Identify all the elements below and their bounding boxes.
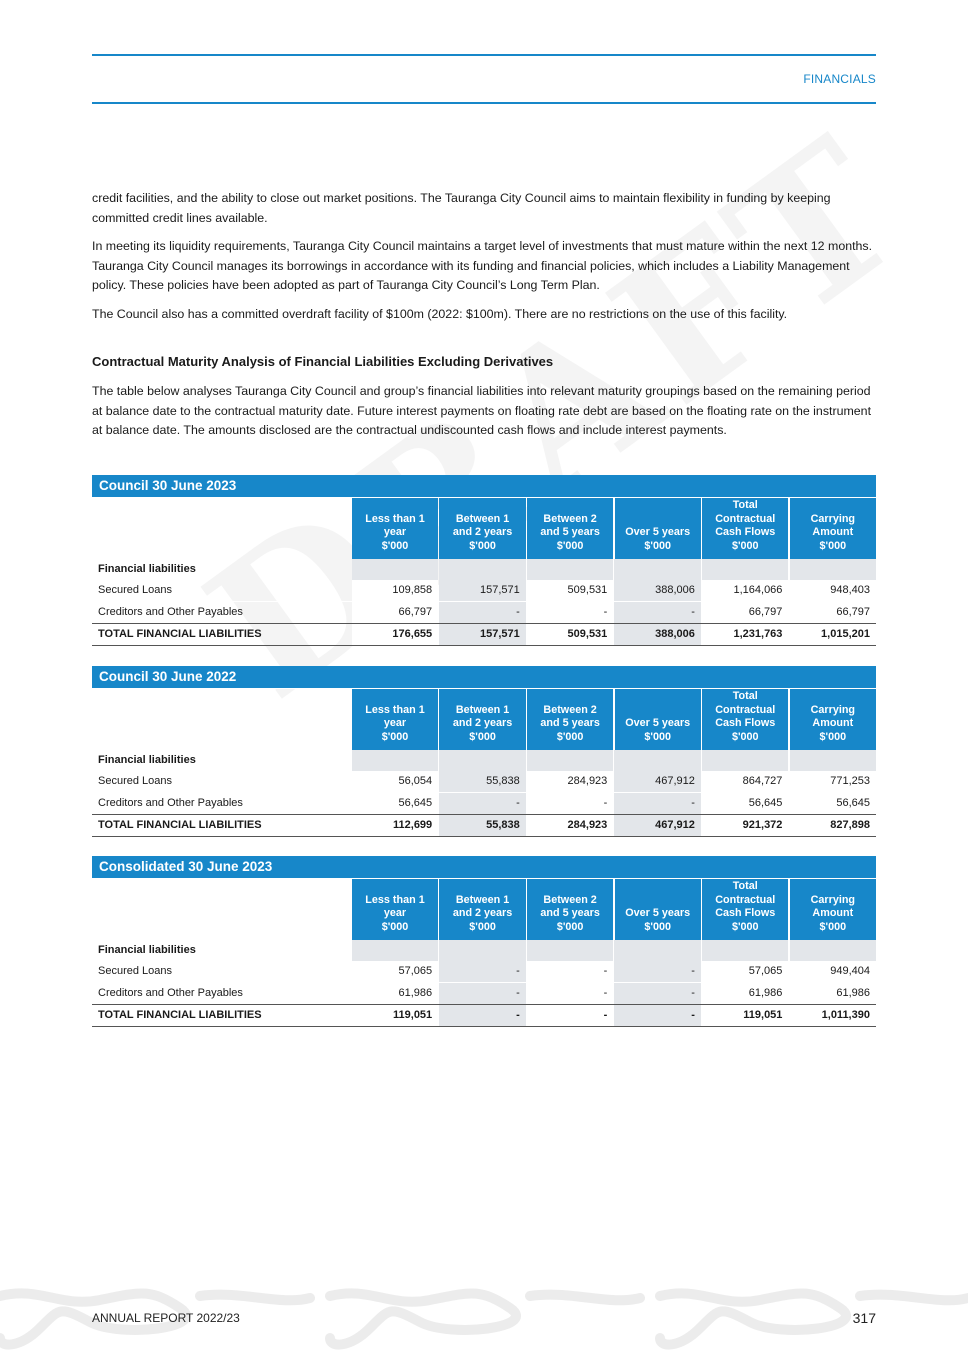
column-header: Over 5 years $'000	[615, 498, 701, 559]
table-cell: 56,645	[790, 793, 876, 814]
table-row-secured-loans	[92, 771, 876, 793]
table-cell: 949,404	[790, 961, 876, 982]
table-row-secured-loans	[92, 961, 876, 983]
table-cell: -	[614, 1005, 700, 1026]
table-title: Consolidated 30 June 2023	[92, 856, 876, 879]
row-label: Financial liabilities	[98, 944, 196, 956]
table-cell: 66,797	[790, 602, 876, 623]
table-header-row	[92, 689, 876, 750]
table-cell	[614, 940, 700, 961]
table-cell: 57,065	[702, 961, 788, 982]
table-cell: -	[439, 1005, 525, 1026]
row-label: Financial liabilities	[98, 563, 196, 575]
column-header: Total Contractual Cash Flows $'000	[702, 879, 788, 940]
table-cell: -	[527, 602, 613, 623]
table-cell: 61,986	[352, 983, 438, 1004]
table-cell	[439, 750, 525, 771]
column-header: Less than 1 year $'000	[352, 498, 438, 559]
table-cell: -	[439, 793, 525, 814]
table-cell: 467,912	[614, 815, 700, 836]
column-header: Between 1 and 2 years $'000	[439, 498, 525, 559]
table-cell: 771,253	[790, 771, 876, 792]
column-header: Over 5 years $'000	[615, 689, 701, 750]
table-cell	[527, 940, 613, 961]
column-header: Less than 1 year $'000	[352, 689, 438, 750]
column-header: Between 1 and 2 years $'000	[439, 689, 525, 750]
table-cell: 509,531	[527, 624, 613, 645]
row-label: Creditors and Other Payables	[98, 797, 243, 809]
table-row-total	[92, 815, 876, 837]
table-title: Council 30 June 2022	[92, 666, 876, 689]
table-cell: 157,571	[439, 624, 525, 645]
table-cell: 284,923	[527, 815, 613, 836]
column-header: Total Contractual Cash Flows $'000	[702, 689, 788, 750]
table-row-secured-loans	[92, 580, 876, 602]
table-row-total	[92, 1005, 876, 1027]
table-cell: 388,006	[614, 624, 700, 645]
table-cell: 1,011,390	[790, 1005, 876, 1026]
paragraph: In meeting its liquidity requirements, Tauranga City Council maintains a target level of investments that must mature within the next 12 months. Tauranga City Council manages its borrowings in accordance with its funding and financial policies, which includes a Liability Management policy. These policies have been adopted as part of Tauranga City Council’s Long Term Plan.	[92, 239, 873, 292]
section-heading: Contractual Maturity Analysis of Financial Liabilities Excluding Derivatives	[92, 354, 554, 369]
table-cell: -	[614, 793, 700, 814]
table-cell: 509,531	[527, 580, 613, 601]
column-header: Carrying Amount $'000	[790, 689, 876, 750]
table-cell: 109,858	[352, 580, 438, 601]
row-label: Secured Loans	[98, 775, 172, 787]
table-cell: 55,838	[439, 815, 525, 836]
table-row-financial-liabilities	[92, 940, 876, 961]
table-cell	[352, 559, 438, 580]
table-cell: 827,898	[790, 815, 876, 836]
table-cell: 56,645	[702, 793, 788, 814]
table-cell: 157,571	[439, 580, 525, 601]
table-cell: 864,727	[702, 771, 788, 792]
row-label: TOTAL FINANCIAL LIABILITIES	[98, 1009, 262, 1021]
table-row-total	[92, 624, 876, 646]
table-cell	[790, 559, 876, 580]
header-rule-top	[92, 54, 876, 56]
table-cell	[790, 750, 876, 771]
table-cell: 61,986	[702, 983, 788, 1004]
table-cell: 388,006	[614, 580, 700, 601]
table-cell: 112,699	[352, 815, 438, 836]
table-cell: -	[527, 983, 613, 1004]
intro-paragraph: The table below analyses Tauranga City Council and group’s financial liabilities into relevant maturity groupings based on the remaining period at balance date to the contractual maturity date. Future interest payments on floating rate debt are based on the floating rate on the instrument at balance date. The amounts disclosed are the contractual undiscounted cash flows and include interest payments.	[92, 384, 872, 437]
table-cell: -	[439, 602, 525, 623]
table-cell: -	[614, 983, 700, 1004]
table-cell: 948,403	[790, 580, 876, 601]
table-cell: -	[527, 793, 613, 814]
row-label: Creditors and Other Payables	[98, 606, 243, 618]
maturity-table	[92, 856, 876, 1027]
table-cell: 284,923	[527, 771, 613, 792]
table-header-row	[92, 498, 876, 559]
row-label: Secured Loans	[98, 584, 172, 596]
table-header-row	[92, 879, 876, 940]
table-cell	[614, 559, 700, 580]
column-header: Total Contractual Cash Flows $'000	[702, 498, 788, 559]
table-cell: 921,372	[702, 815, 788, 836]
table-row-creditors	[92, 602, 876, 624]
table-cell	[527, 750, 613, 771]
column-header: Less than 1 year $'000	[352, 879, 438, 940]
table-cell: -	[614, 961, 700, 982]
table-cell: -	[439, 983, 525, 1004]
table-cell: -	[527, 961, 613, 982]
table-cell	[439, 559, 525, 580]
table-cell: 55,838	[439, 771, 525, 792]
column-header: Over 5 years $'000	[615, 879, 701, 940]
table-cell	[702, 750, 788, 771]
table-cell: 176,655	[352, 624, 438, 645]
table-row-financial-liabilities	[92, 559, 876, 580]
paragraph: The Council also has a committed overdraft facility of $100m (2022: $100m). There are no restrictions on the use of this facility.	[92, 306, 788, 321]
row-label: Secured Loans	[98, 965, 172, 977]
column-header: Between 2 and 5 years $'000	[527, 689, 613, 750]
body-paragraphs	[92, 189, 876, 333]
table-row-creditors	[92, 983, 876, 1005]
header-rule-bottom	[92, 102, 876, 104]
table-cell	[702, 559, 788, 580]
table-cell: 66,797	[702, 602, 788, 623]
table-title: Council 30 June 2023	[92, 475, 876, 498]
table-cell: 56,054	[352, 771, 438, 792]
page-number: 317	[852, 1310, 876, 1326]
row-label: TOTAL FINANCIAL LIABILITIES	[98, 628, 262, 640]
report-title: ANNUAL REPORT 2022/23	[92, 1311, 240, 1325]
table-cell: 119,051	[352, 1005, 438, 1026]
table-cell: 1,164,066	[702, 580, 788, 601]
column-header: Carrying Amount $'000	[790, 879, 876, 940]
table-cell	[352, 750, 438, 771]
column-header: Between 2 and 5 years $'000	[527, 498, 613, 559]
table-cell	[352, 940, 438, 961]
table-cell	[439, 940, 525, 961]
table-cell: 56,645	[352, 793, 438, 814]
table-cell: 61,986	[790, 983, 876, 1004]
maturity-table	[92, 475, 876, 646]
table-cell	[790, 940, 876, 961]
table-row-creditors	[92, 793, 876, 815]
table-cell: 57,065	[352, 961, 438, 982]
column-header: Between 2 and 5 years $'000	[527, 879, 613, 940]
column-header: Carrying Amount $'000	[790, 498, 876, 559]
maturity-table	[92, 666, 876, 837]
paragraph: credit facilities, and the ability to close out market positions. The Tauranga City Council aims to maintain flexibility in funding by keeping committed credit lines available.	[92, 191, 831, 225]
table-cell: 119,051	[702, 1005, 788, 1026]
table-row-financial-liabilities	[92, 750, 876, 771]
table-cell: 1,231,763	[702, 624, 788, 645]
table-cell: 467,912	[614, 771, 700, 792]
row-label: Creditors and Other Payables	[98, 987, 243, 999]
table-cell: -	[439, 961, 525, 982]
table-cell: -	[527, 1005, 613, 1026]
table-cell: 1,015,201	[790, 624, 876, 645]
table-cell	[614, 750, 700, 771]
row-label: Financial liabilities	[98, 754, 196, 766]
table-cell: 66,797	[352, 602, 438, 623]
table-cell	[527, 559, 613, 580]
row-label: TOTAL FINANCIAL LIABILITIES	[98, 819, 262, 831]
table-cell: -	[614, 602, 700, 623]
section-label: FINANCIALS	[803, 72, 876, 86]
column-header: Between 1 and 2 years $'000	[439, 879, 525, 940]
table-cell	[702, 940, 788, 961]
